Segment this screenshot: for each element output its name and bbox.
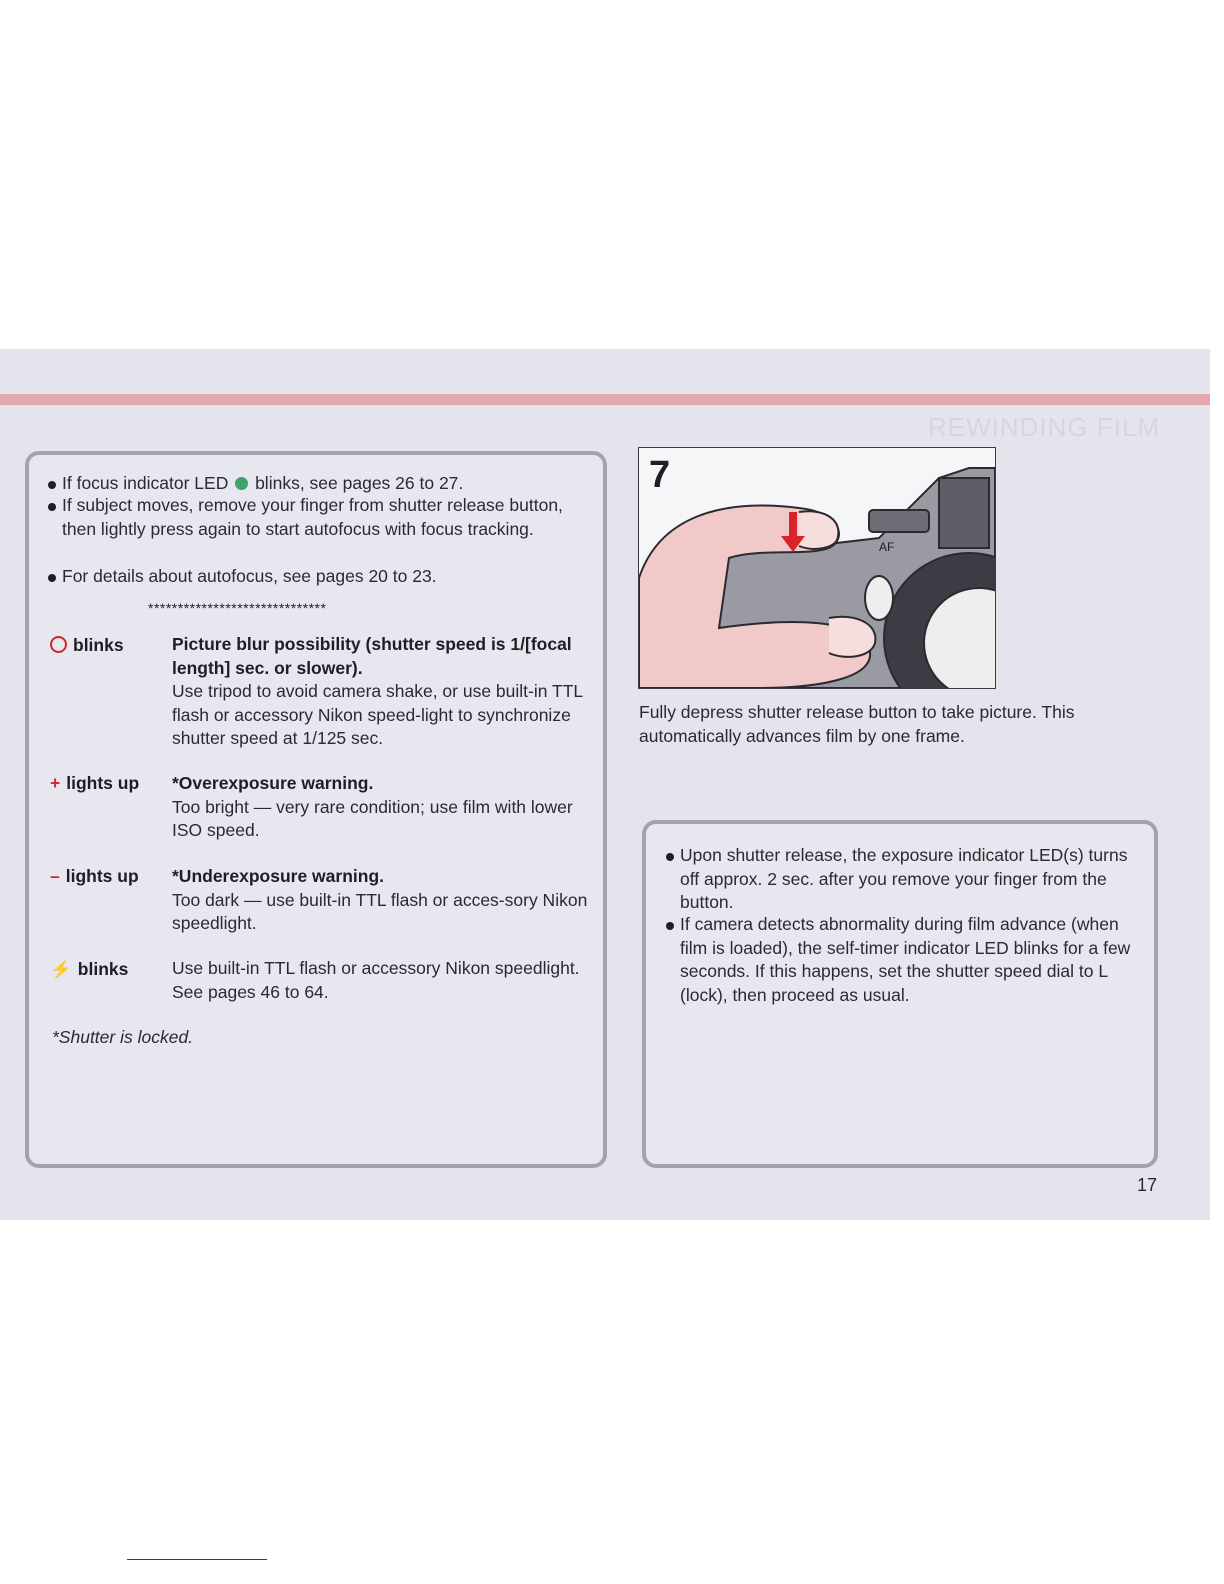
indicator-under-term: – lights up (50, 866, 139, 886)
indicator-flash-body: Use built-in TTL flash or accessory Nikon speedlight. See pages 46 to 64. (172, 958, 580, 1002)
camera-illustration (638, 447, 996, 689)
step-caption: Fully depress shutter release button to take picture. This automatically advances film by one frame. (639, 702, 1075, 746)
bottom-rule (127, 1559, 267, 1560)
minus-indicator-icon: – (50, 866, 60, 886)
footnote: *Shutter is locked. (52, 1027, 194, 1047)
bullet-focus-led: If focus indicator LED blinks, see pages 26 to 27. (48, 472, 602, 496)
green-led-icon (235, 477, 248, 490)
camera-hand-drawing (639, 448, 995, 688)
bullet-icon (666, 853, 674, 861)
indicator-over-desc (172, 772, 592, 843)
indicator-flash-desc (172, 957, 592, 1004)
plus-indicator-icon: + (50, 773, 61, 793)
indicator-flash-term: ⚡ blinks (50, 959, 129, 979)
indicator-over-title: *Overexposure warning. (172, 773, 374, 793)
bullet-icon (666, 922, 674, 930)
indicator-blur-term: blinks (50, 635, 124, 656)
step-number: 7 (649, 454, 671, 496)
indicator-blur-title: Picture blur possibility (shutter speed is 1/[focal length] sec. or slower). (172, 634, 572, 678)
indicator-under-desc (172, 865, 592, 936)
page-number: 17 (1137, 1175, 1158, 1195)
indicator-blur-desc (172, 633, 592, 751)
star-divider: ****************************** (148, 600, 327, 616)
af-label: AF (879, 540, 895, 554)
bullet-abnormality: If camera detects abnormality during film advance (when film is loaded), the self-timer indicator LED blinks for a few seconds. If this happens, set the shutter speed dial to L (lock), then proceed as usual. (666, 913, 1150, 1007)
faded-heading: REWINDING FILM (928, 412, 1161, 442)
indicator-over-body: Too bright — very rare condition; use film with lower ISO speed. (172, 796, 573, 840)
bullet-icon (48, 481, 56, 489)
bullet-subject-moves: If subject moves, remove your finger from shutter release button, then lightly press again to start autofocus with focus tracking. (48, 494, 582, 541)
bullet-icon (48, 574, 56, 582)
indicator-under-title: *Underexposure warning. (172, 866, 384, 886)
indicator-under-body: Too dark — use built-in TTL flash or acces-sory Nikon speedlight. (172, 889, 588, 933)
header-band (0, 394, 1210, 405)
flash-indicator-icon: ⚡ (50, 959, 72, 979)
indicator-over-term: + lights up (50, 773, 140, 793)
bullet-icon (48, 503, 56, 511)
bullet-led-off: Upon shutter release, the exposure indicator LED(s) turns off approx. 2 sec. after you remove your finger from the button. (666, 844, 1150, 915)
bullet-autofocus-details: For details about autofocus, see pages 20 to 23. (48, 565, 602, 589)
indicator-blur-body: Use tripod to avoid camera shake, or use built-in TTL flash or accessory Nikon speed-light to synchronize shutter speed at 1/125 sec. (172, 681, 583, 748)
circle-indicator-icon (50, 636, 67, 653)
